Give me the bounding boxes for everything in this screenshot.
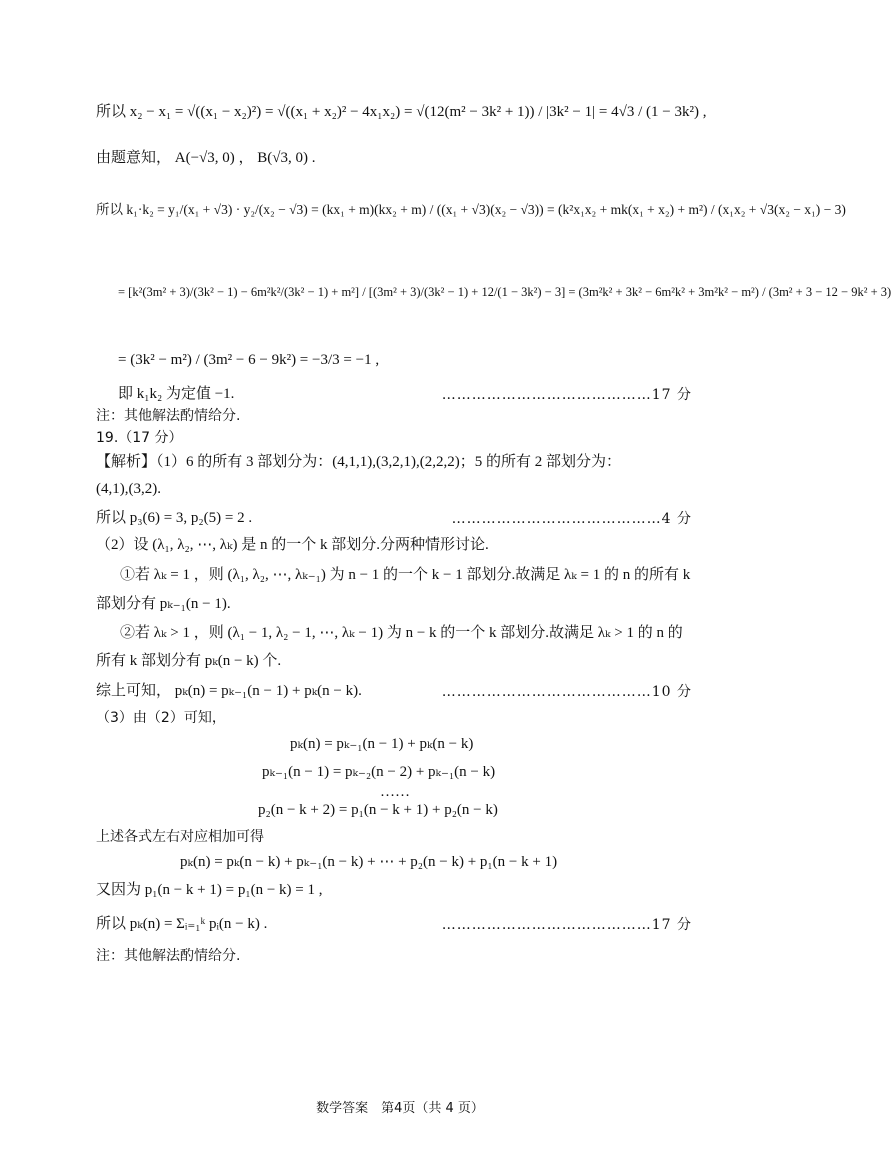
score-4: ……………………………………4 分 bbox=[451, 511, 692, 527]
part2-case1-cont: 部划分有 pₖ₋₁(n − 1). bbox=[96, 596, 231, 612]
note-other-methods-a: 注：其他解法酌情给分. bbox=[96, 408, 241, 424]
part1-partitions: 【解析】（1）6 的所有 3 部划分为：(4,1,1),(3,2,1),(2,2,2)；5 的所有 2 部划分为： bbox=[96, 454, 621, 470]
part1-partitions-cont: (4,1),(3,2). bbox=[96, 481, 161, 497]
score-17-a: ……………………………………17 分 bbox=[441, 387, 692, 403]
sum-statement: 上述各式左右对应相加可得 bbox=[96, 829, 264, 845]
part2-case2: ②若 λₖ > 1 ，则 (λ₁ − 1, λ₂ − 1, ⋯, λₖ − 1) 为 n − k 的一个 k 部划分.故满足 λₖ > 1 的 n 的 bbox=[120, 625, 683, 641]
equation-1: pₖ(n) = pₖ₋₁(n − 1) + pₖ(n − k) bbox=[290, 736, 474, 752]
score-17-b: ……………………………………17 分 bbox=[441, 917, 692, 933]
part2-setup: （2）设 (λ₁, λ₂, ⋯, λₖ) 是 n 的一个 k 部划分.分两种情形讨论. bbox=[96, 537, 489, 553]
page-footer: 数学答案 第4页（共 4 页） bbox=[316, 1101, 484, 1116]
p1-value-statement: 又因为 p₁(n − k + 1) = p₁(n − k) = 1 , bbox=[96, 882, 323, 898]
line-constant-value: 即 k₁k₂ 为定值 −1. bbox=[118, 386, 235, 402]
score-10: ……………………………………10 分 bbox=[441, 684, 692, 700]
note-other-methods-b: 注：其他解法酌情给分. bbox=[96, 948, 241, 964]
question-19-header: 19.（17 分） bbox=[96, 430, 183, 446]
equation-2: pₖ₋₁(n − 1) = pₖ₋₂(n − 2) + pₖ₋₁(n − k) bbox=[262, 764, 496, 780]
equation-3: p₂(n − k + 2) = p₁(n − k + 1) + p₂(n − k) bbox=[258, 802, 498, 818]
part2-conclusion: 综上可知， pₖ(n) = pₖ₋₁(n − 1) + pₖ(n − k). bbox=[96, 683, 362, 699]
line-substitution: = [k²(3m² + 3)/(3k² − 1) − 6m²k²/(3k² − 1) + m²] / [(3m² + 3)/(3k² − 1) + 12/(1 − 3k²) − 3] = (3m²k² + 3k² − 6m²k² + 3m²k² − m²) / (3m² + 3 − 12 − 9k² + 3) bbox=[118, 285, 891, 299]
line-x2-minus-x1: 所以 x₂ − x₁ = √((x₁ − x₂)²) = √((x₁ + x₂)² − 4x₁x₂) = √(12(m² − 3k² + 1)) / |3k² − 1| = 4√3 / (1 − 3k²) , bbox=[96, 104, 707, 120]
equation-sum: pₖ(n) = pₖ(n − k) + pₖ₋₁(n − k) + ⋯ + p₂(n − k) + p₁(n − k + 1) bbox=[180, 854, 558, 870]
part2-case2-cont: 所有 k 部划分有 pₖ(n − k) 个. bbox=[96, 653, 282, 669]
final-result: 所以 pₖ(n) = Σᵢ₌₁ᵏ pᵢ(n − k) . bbox=[96, 916, 268, 932]
part3-intro: （3）由（2）可知， bbox=[96, 710, 226, 726]
equation-ellipsis: …… bbox=[380, 784, 410, 800]
line-k1-k2-product: 所以 k₁·k₂ = y₁/(x₁ + √3) · y₂/(x₂ − √3) = (kx₁ + m)(kx₂ + m) / ((x₁ + √3)(x₂ − √3)) = (k²x₁x₂ + mk(x₁ + x₂) + m²) / (x₁x₂ + √3(x₂ − x₁) − 3) bbox=[96, 202, 846, 217]
line-simplify-result: = (3k² − m²) / (3m² − 6 − 9k²) = −3/3 = −1 , bbox=[118, 352, 380, 368]
part2-case1: ①若 λₖ = 1 ，则 (λ₁, λ₂, ⋯, λₖ₋₁) 为 n − 1 的一个 k − 1 部划分.故满足 λₖ = 1 的 n 的所有 k bbox=[120, 567, 691, 583]
line-points-a-b: 由题意知， A(−√3, 0) ， B(√3, 0) . bbox=[96, 150, 316, 166]
part1-conclusion: 所以 p₃(6) = 3, p₂(5) = 2 . bbox=[96, 510, 253, 526]
